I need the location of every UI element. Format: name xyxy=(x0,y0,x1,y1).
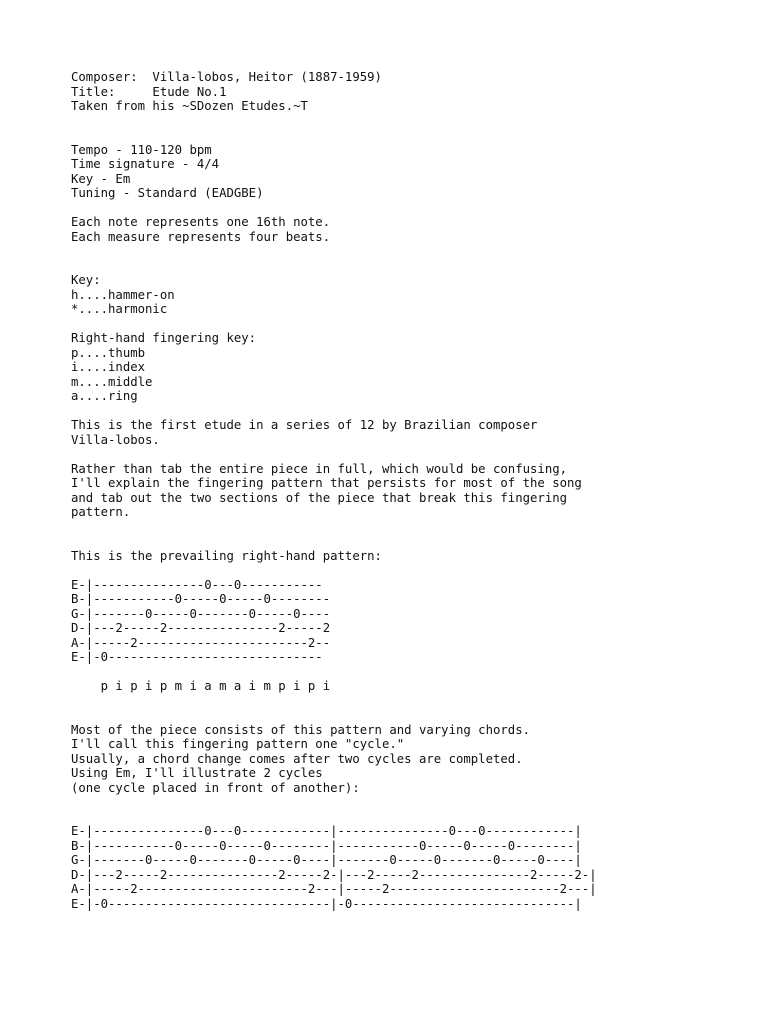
text-line: pattern. xyxy=(71,505,131,519)
text-line: Time signature - 4/4 xyxy=(71,157,220,171)
text-line: Composer: Villa-lobos, Heitor (1887-1959) xyxy=(71,70,382,84)
text-line: This is the first etude in a series of 12 by Brazilian composer xyxy=(71,418,538,432)
text-line xyxy=(71,404,751,419)
text-line: Tempo - 110-120 bpm xyxy=(71,142,212,157)
document-page xyxy=(71,70,751,911)
text-line xyxy=(71,317,751,332)
text-line xyxy=(71,694,751,709)
text-line xyxy=(71,708,751,723)
text-line: Key - Em xyxy=(71,171,131,186)
text-line: Tuning - Standard (EADGBE) xyxy=(71,186,264,200)
text-line xyxy=(71,259,751,274)
text-line xyxy=(71,534,751,549)
text-line: i....index xyxy=(71,360,146,374)
text-line: This is the prevailing right-hand pattern: xyxy=(71,548,382,563)
text-line xyxy=(71,128,751,143)
text-line: G-|-------0-----0-------0-----0----|-------0-----0-------0-----0----| xyxy=(71,853,582,867)
text-line xyxy=(71,810,751,825)
text-line: h....hammer-on xyxy=(71,287,175,302)
text-line: p i p i p m i a m a i m p i p i xyxy=(71,679,331,693)
text-line: (one cycle placed in front of another): xyxy=(71,780,360,795)
text-line xyxy=(71,563,751,578)
text-line: E-|---------------0---0------------|---------------0---0------------| xyxy=(71,824,582,838)
text-line: D-|---2-----2---------------2-----2 xyxy=(71,621,331,635)
text-line: D-|---2-----2---------------2-----2-|---2-----2---------------2-----2-| xyxy=(71,867,597,882)
text-line: Rather than tab the entire piece in full, which would be confusing, xyxy=(71,461,568,476)
text-line: E-|---------------0---0----------- xyxy=(71,577,323,592)
text-line xyxy=(71,795,751,810)
text-line xyxy=(71,665,751,680)
text-line: I'll call this fingering pattern one "cycle." xyxy=(71,737,405,751)
text-line: Each note represents one 16th note. xyxy=(71,215,331,229)
text-line: B-|-----------0-----0-----0--------|-----------0-----0-----0--------| xyxy=(71,838,582,853)
text-line: Usually, a chord change comes after two cycles are completed. xyxy=(71,751,523,766)
text-line: p....thumb xyxy=(71,345,146,360)
text-line: G-|-------0-----0-------0-----0---- xyxy=(71,606,331,621)
text-line: Most of the piece consists of this pattern and varying chords. xyxy=(71,722,531,737)
text-line: Taken from his ~SDozen Etudes.~T xyxy=(71,99,308,113)
text-line xyxy=(71,520,751,535)
text-line: and tab out the two sections of the piece that break this fingering xyxy=(71,490,568,505)
text-line xyxy=(71,201,751,216)
text-line: B-|-----------0-----0-----0-------- xyxy=(71,592,331,606)
text-line: Title: Etude No.1 xyxy=(71,84,227,99)
text-line: a....ring xyxy=(71,389,138,403)
text-line: Key: xyxy=(71,273,101,287)
text-line: E-|-0------------------------------|-0------------------------------| xyxy=(71,896,582,911)
text-line: Villa-lobos. xyxy=(71,432,160,447)
text-line xyxy=(71,447,751,462)
text-line: E-|-0----------------------------- xyxy=(71,650,323,664)
text-line: Right-hand fingering key: xyxy=(71,331,257,345)
text-line: Each measure represents four beats. xyxy=(71,229,331,244)
text-line: A-|-----2-----------------------2---|-----2-----------------------2---| xyxy=(71,882,597,896)
text-line: m....middle xyxy=(71,374,153,389)
text-line xyxy=(71,114,751,129)
text-line: Using Em, I'll illustrate 2 cycles xyxy=(71,766,323,780)
text-line: A-|-----2-----------------------2-- xyxy=(71,635,331,650)
text-line xyxy=(71,244,751,259)
text-line: *....harmonic xyxy=(71,302,168,316)
text-line: I'll explain the fingering pattern that persists for most of the song xyxy=(71,476,582,490)
